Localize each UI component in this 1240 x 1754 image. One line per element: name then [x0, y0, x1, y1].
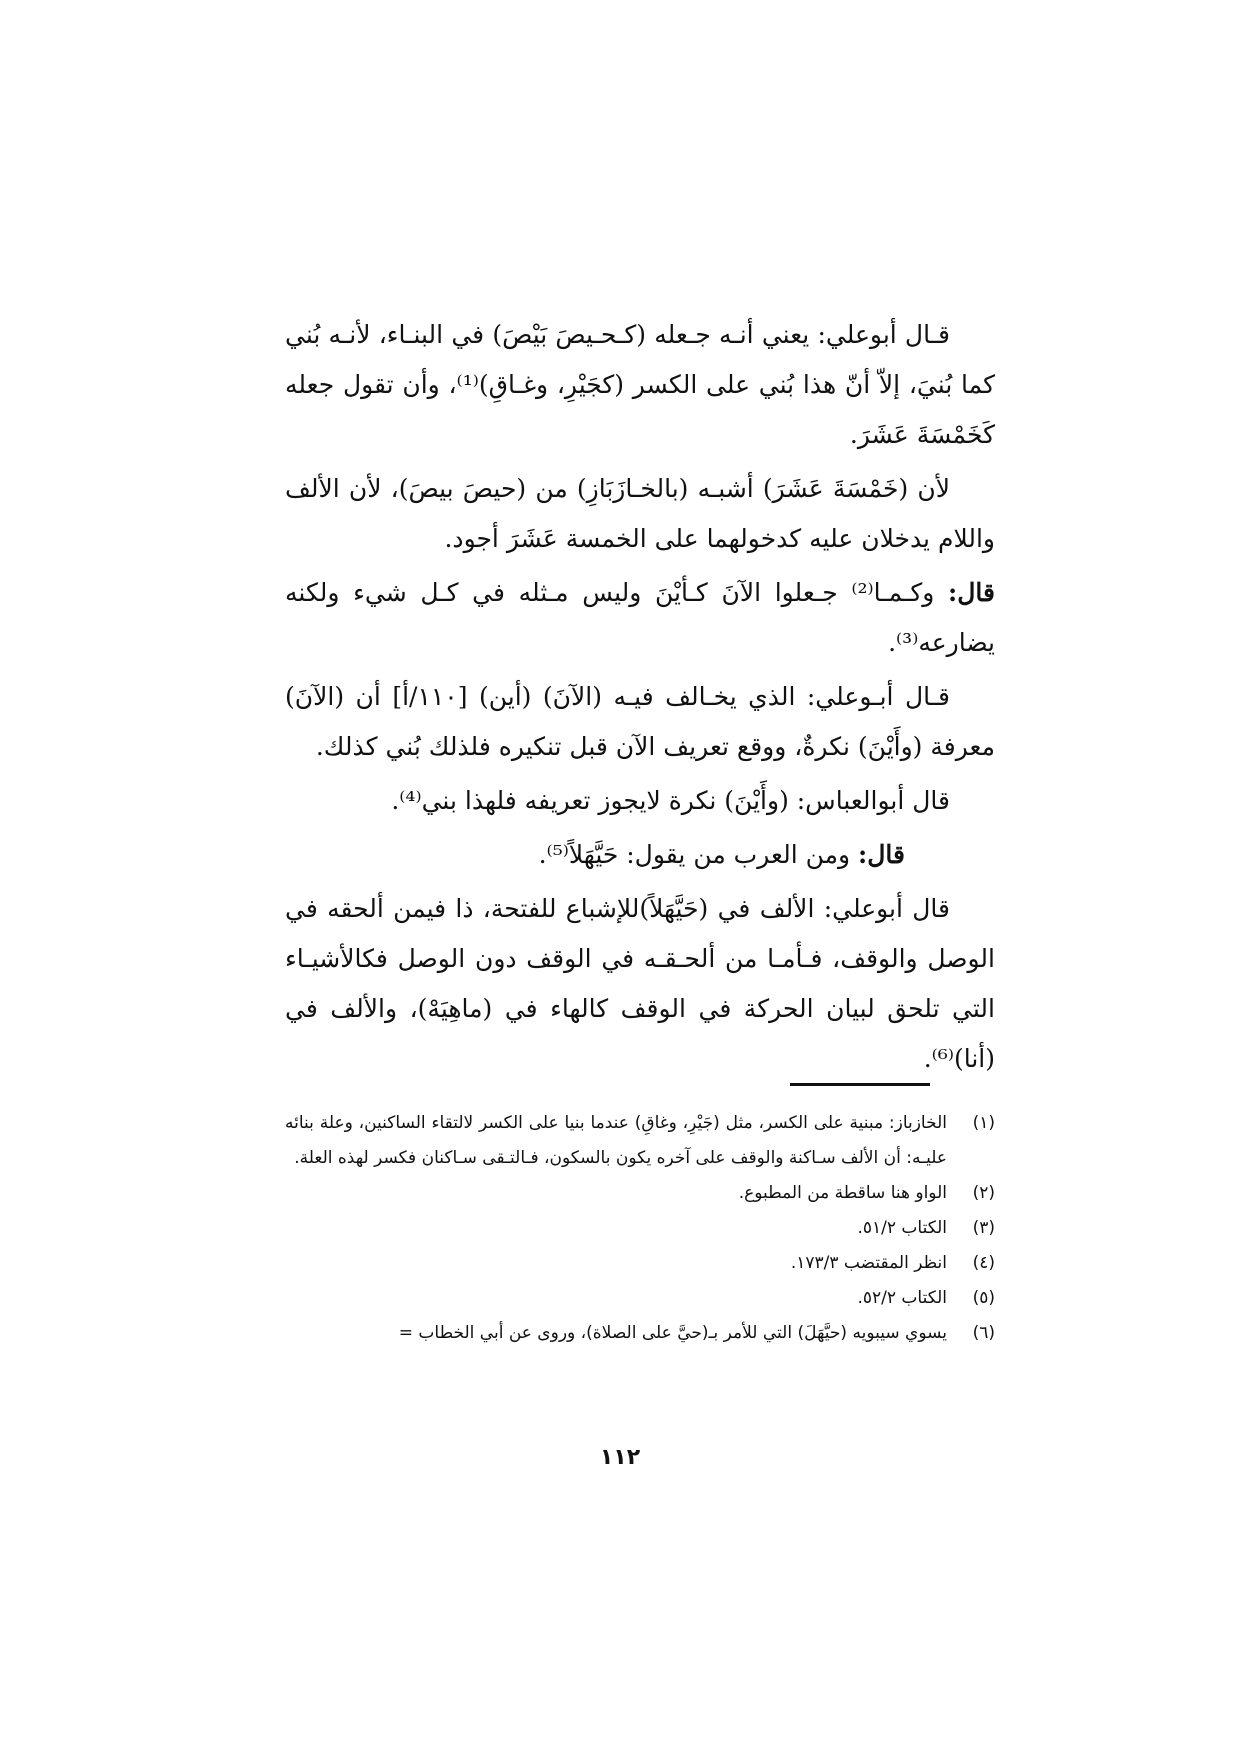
footnote-number: (٥) [972, 1288, 995, 1308]
footnote-text: الكتاب ٥٢/٢. [857, 1288, 947, 1308]
main-text [285, 310, 995, 1088]
footnote-2 [285, 1176, 995, 1211]
qal-label: قال: [948, 578, 995, 607]
qal-label: قال: [858, 840, 905, 869]
footnote-3 [285, 1211, 995, 1246]
footnote-text: الواو هنا ساقطة من المطبوع. [738, 1183, 947, 1203]
paragraph-6-text: ومن العرب من يقول: حَيَّهَلاً⁽⁵⁾. [538, 840, 851, 869]
footnote-6 [285, 1316, 995, 1351]
page-number: ١١٢ [599, 1445, 641, 1470]
footnote-number: (٢) [972, 1183, 995, 1203]
footnote-text: الخازباز: مبنية على الكسر، مثل (جَيْرِ، وغاقِ) عندما بنيا على الكسر لالتقاء الساكنين، وعلة بنائه عليـه: أن الألف سـاكنة والوقف على آخره يكون بالسكون، فـالتـقى سـاكنان فكسر لهذه العلة. [285, 1113, 947, 1168]
footnote-number: (١) [972, 1113, 995, 1133]
footnote-number: (٦) [972, 1323, 995, 1343]
footnote-5 [285, 1281, 995, 1316]
footnotes [285, 1106, 995, 1351]
paragraph-1: قـال أبوعلي: يعني أنـه جـعله (كـحـيصَ بَيْصَ) في البنـاء، لأنـه بُني كما بُنيَ، إلاّ أنّ هذا بُني على الكسر (كجَيْرِ، وغـاقِ)⁽¹⁾، وأن تقول جعله كَخَمْسَةَ عَشَرَ. [285, 320, 995, 449]
paragraph-7: قال أبوعلي: الألف في (حَيَّهَلاً)للإشباع للفتحة، ذا فيمن ألحقه في الوصل والوقف، فـأمـا من ألحـقـه في الوقف دون الوصل فكالأشيـاء التي تلحق لبيان الحركة في الوقف كالهاء في (ماهِيَهْ)، والألف في (أنا)⁽⁶⁾. [285, 894, 995, 1073]
footnote-4 [285, 1246, 995, 1281]
footnote-text: الكتاب ٥١/٢. [857, 1218, 947, 1238]
footnote-separator [790, 1083, 930, 1086]
paragraph-4: قـال أبـوعلي: الذي يخـالف فيـه (الآنَ) (أين) [١١٠/أ] أن (الآنَ) معرفة (وأَيْنَ) نكرةٌ، ووقع تعريف الآن قبل تنكيره فلذلك بُني كذلك. [285, 682, 995, 761]
footnote-1 [285, 1106, 995, 1176]
paragraph-3-text: وكـمـا⁽²⁾ جـعلوا الآنَ كـأيْنَ وليس مـثله في كـل شيء ولكنه يضارعه⁽³⁾. [285, 578, 995, 657]
paragraph-2: لأن (خَمْسَةَ عَشَرَ) أشبـه (بالخـازَبَازِ) من (حيصَ بيصَ)، لأن الألف واللام يدخلان عليه كدخولهما على الخمسة عَشَرَ أجود. [285, 474, 995, 553]
footnote-text: انظر المقتضب ١٧٣/٣. [790, 1253, 947, 1273]
footnote-number: (٤) [972, 1253, 995, 1273]
footnote-number: (٣) [972, 1218, 995, 1238]
paragraph-3 [285, 568, 995, 668]
footnote-text: يسوي سيبويه (حيَّهَلَ) التي للأمر بـ(حيَّ على الصلاة)، وروى عن أبي الخطاب = [398, 1323, 947, 1343]
paragraph-6 [285, 830, 995, 880]
paragraph-5: قال أبوالعباس: (وأَيْنَ) نكرة لايجوز تعريفه فلهذا بني⁽⁴⁾. [391, 786, 950, 815]
